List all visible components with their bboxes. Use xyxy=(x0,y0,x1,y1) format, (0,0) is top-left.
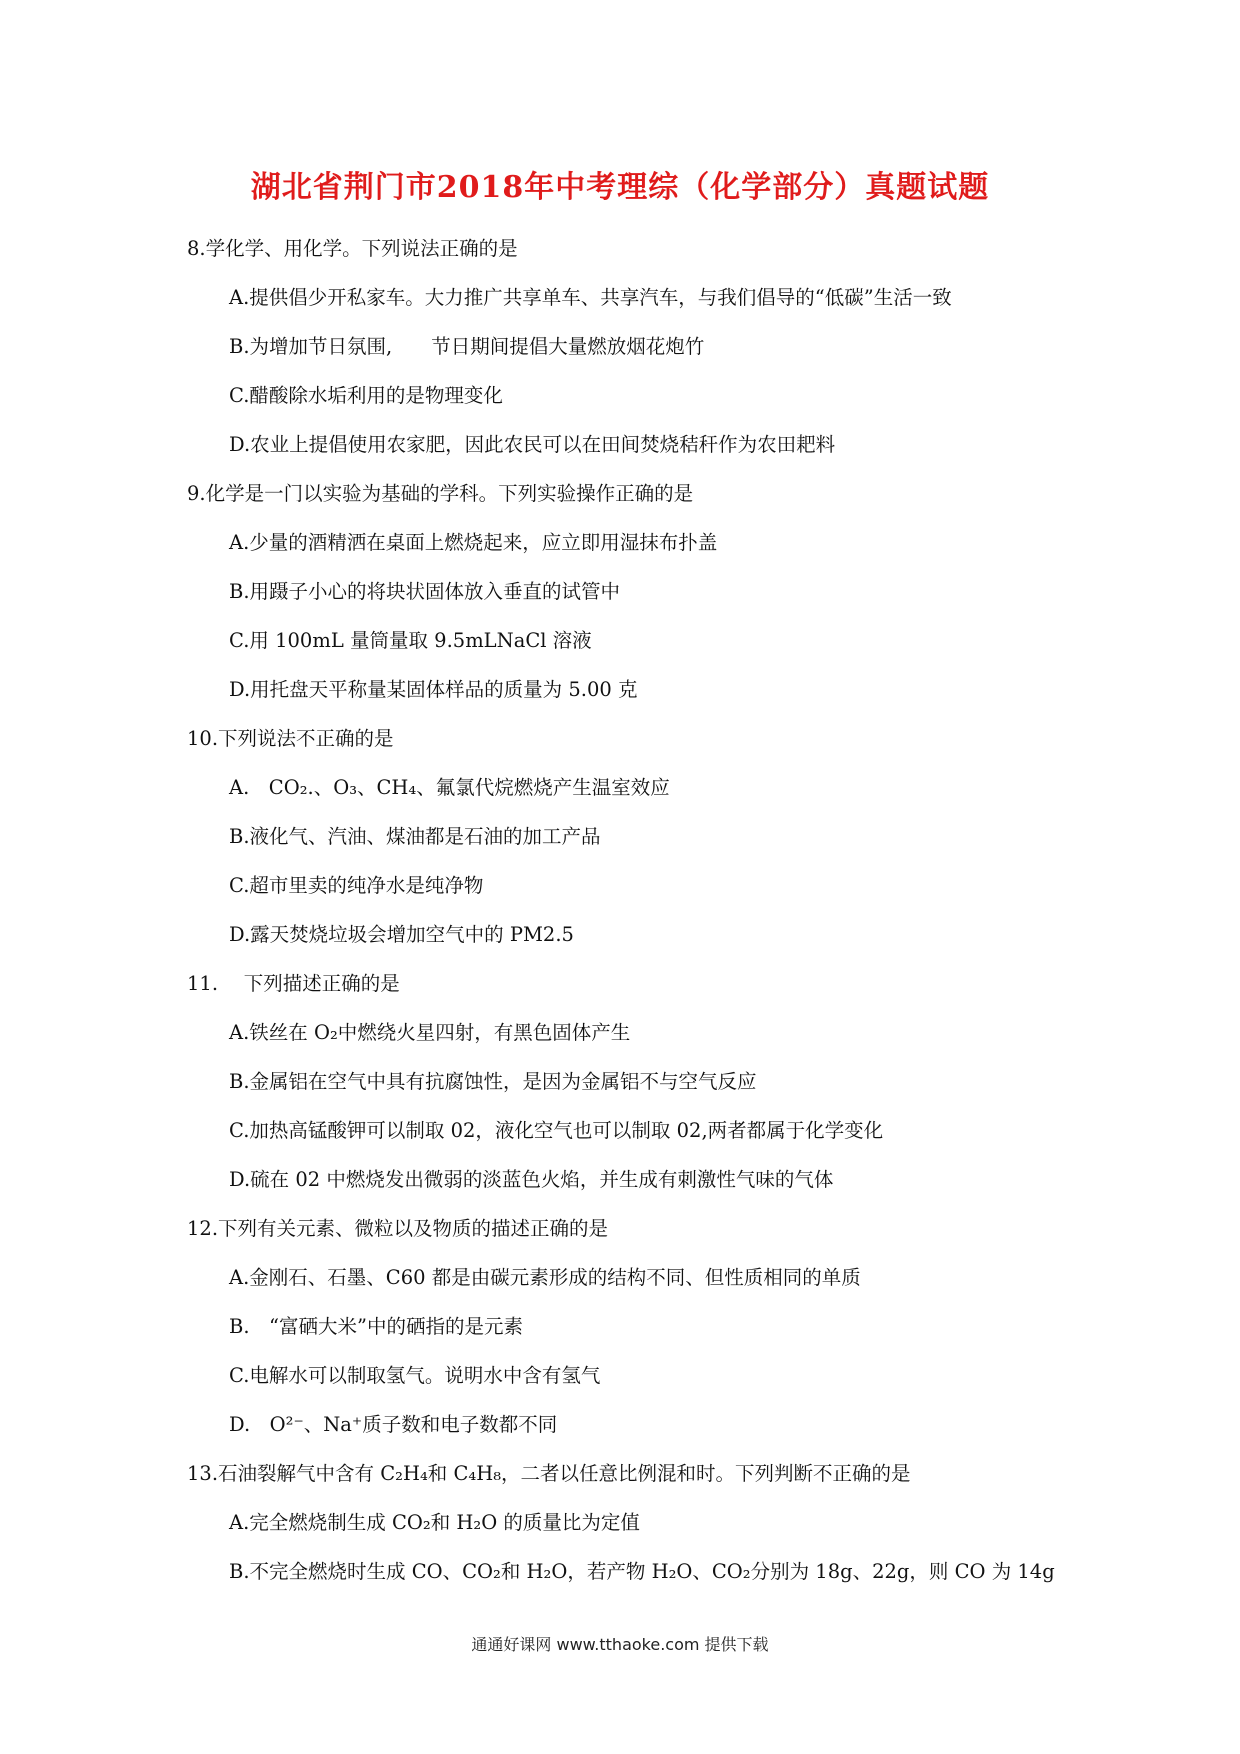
question-8 xyxy=(187,224,1087,469)
option-c: C.用 100mL 量筒量取 9.5mLNaCl 溶液 xyxy=(229,629,592,652)
question-stem: 9.化学是一门以实验为基础的学科。下列实验操作正确的是 xyxy=(187,482,694,505)
option-b: B.用蹑子小心的将块状固体放入垂直的试管中 xyxy=(229,580,621,603)
option-d: D. O²⁻、Na⁺质子数和电子数都不同 xyxy=(229,1413,558,1436)
question-13 xyxy=(187,1449,1087,1596)
question-11 xyxy=(187,959,1087,1204)
question-12 xyxy=(187,1204,1087,1449)
question-stem: 8.学化学、用化学。下列说法正确的是 xyxy=(187,237,518,260)
option-c: C.电解水可以制取氢气。说明水中含有氢气 xyxy=(229,1364,601,1387)
footer-watermark: 通通好课网 www.tthaoke.com 提供下载 xyxy=(471,1635,769,1654)
option-a: A.提供倡少开私家车。大力推广共享单车、共享汽车，与我们倡导的“低碳”生活一致 xyxy=(229,286,952,309)
option-b: B. “富硒大米”中的硒指的是元素 xyxy=(229,1315,523,1338)
option-b: B.为增加节日氛围, 节日期间提倡大量燃放烟花炮竹 xyxy=(229,335,705,358)
question-stem: 11. 下列描述正确的是 xyxy=(187,972,400,995)
option-b: B.液化气、汽油、煤油都是石油的加工产品 xyxy=(229,825,601,848)
option-a: A.金刚石、石墨、C60 都是由碳元素形成的结构不同、但性质相同的单质 xyxy=(229,1266,861,1289)
question-stem: 13.石油裂解气中含有 C₂H₄和 C₄H₈，二者以任意比例混和时。下列判断不正确的是 xyxy=(187,1462,911,1485)
option-a: A.铁丝在 O₂中燃绕火星四射，有黑色固体产生 xyxy=(229,1021,631,1044)
option-d: D.露天焚烧垃圾会增加空气中的 PM2.5 xyxy=(229,923,574,946)
option-a: A.完全燃烧制生成 CO₂和 H₂O 的质量比为定值 xyxy=(229,1511,640,1534)
question-9 xyxy=(187,469,1087,714)
question-10 xyxy=(187,714,1087,959)
option-b: B.金属铝在空气中具有抗腐蚀性，是因为金属铝不与空气反应 xyxy=(229,1070,757,1093)
option-c: C.加热高锰酸钾可以制取 02，液化空气也可以制取 02,两者都属于化学变化 xyxy=(229,1119,884,1142)
option-d: D.用托盘天平称量某固体样品的质量为 5.00 克 xyxy=(229,678,638,701)
option-c: C.醋酸除水垢利用的是物理变化 xyxy=(229,384,503,407)
option-d: D.农业上提倡使用农家肥，因此农民可以在田间焚烧秸秆作为农田耙料 xyxy=(229,433,836,456)
question-list xyxy=(187,224,1087,1596)
option-b: B.不完全燃烧时生成 CO、CO₂和 H₂O，若产物 H₂O、CO₂分别为 18g、22g，则 CO 为 14g xyxy=(229,1560,1055,1583)
option-a: A. CO₂.、O₃、CH₄、氟氯代烷燃烧产生温室效应 xyxy=(229,776,670,799)
option-a: A.少量的酒精洒在桌面上燃烧起来，应立即用湿抹布扑盖 xyxy=(229,531,718,554)
question-stem: 12.下列有关元素、微粒以及物质的描述正确的是 xyxy=(187,1217,609,1240)
option-c: C.超市里卖的纯净水是纯净物 xyxy=(229,874,484,897)
document-title: 湖北省荆门市2018年中考理综（化学部分）真题试题 xyxy=(250,170,990,205)
question-stem: 10.下列说法不正确的是 xyxy=(187,727,394,750)
option-d: D.硫在 02 中燃烧发出微弱的淡蓝色火焰，并生成有刺激性气味的气体 xyxy=(229,1168,834,1191)
